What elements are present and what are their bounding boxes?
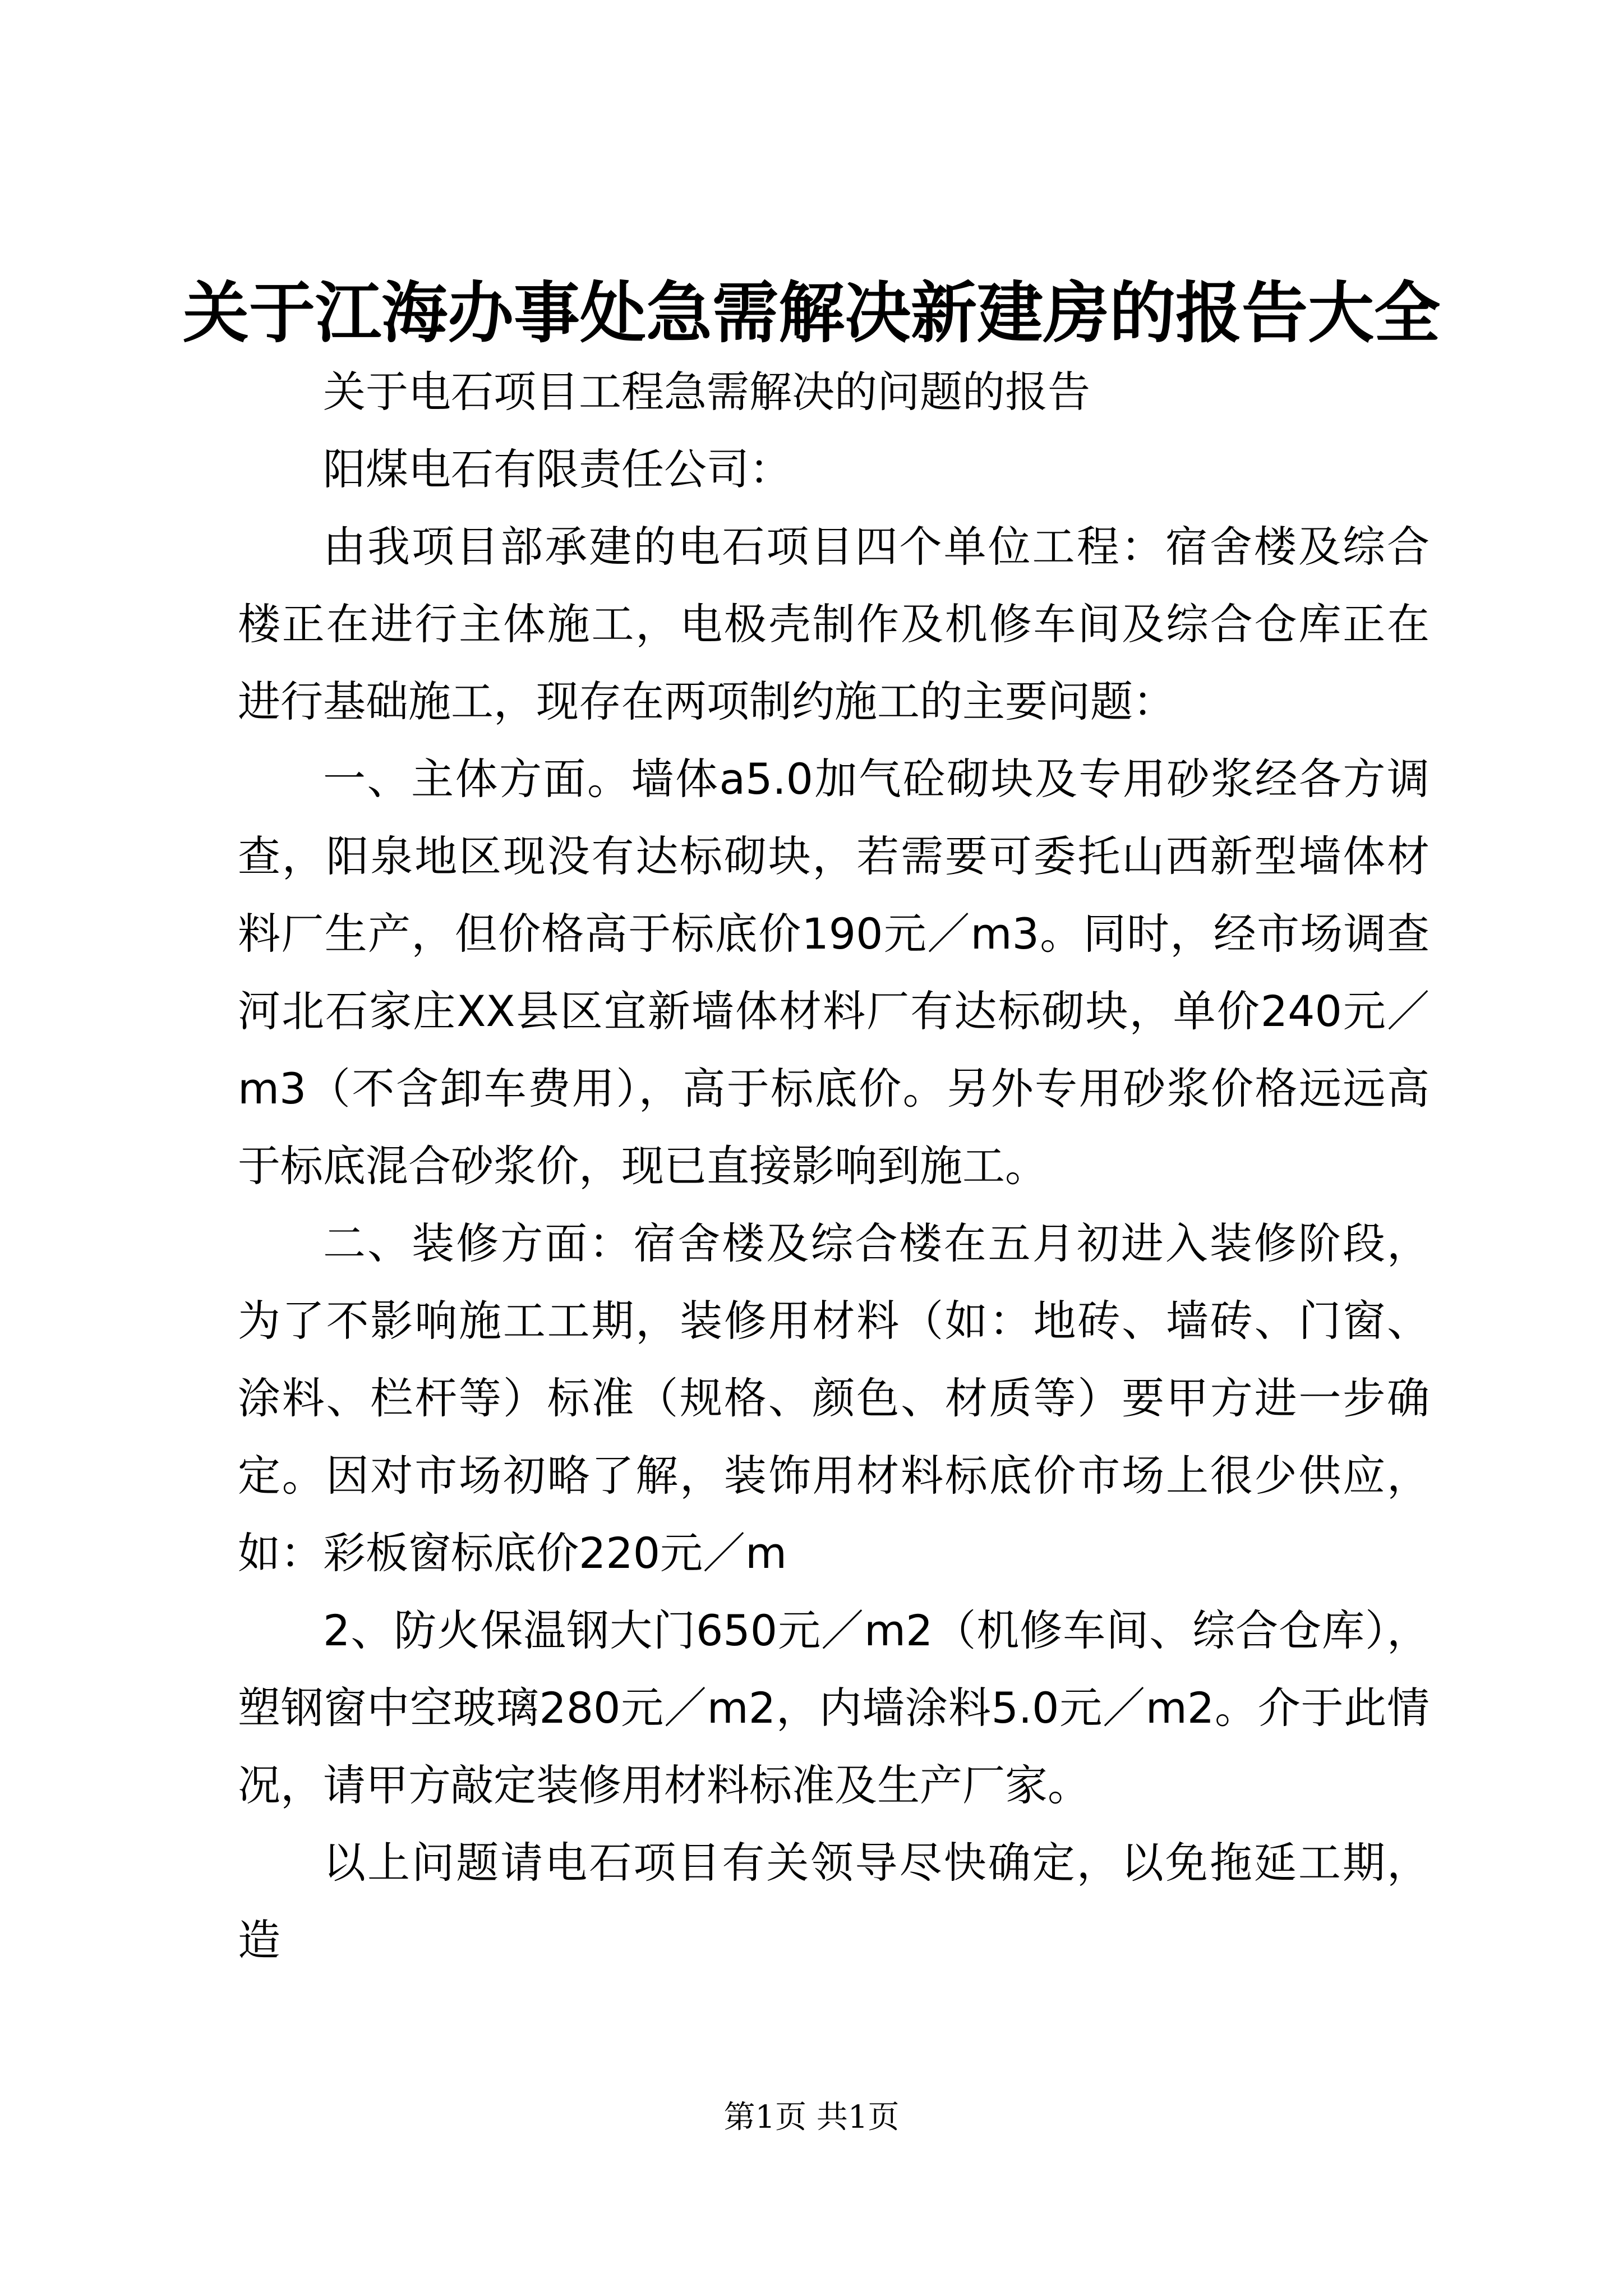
- document-title: 关于江海办事处急需解决新建房的报告大全: [182, 274, 1440, 352]
- paragraph-prices: 2、防火保温钢大门650元／m2（机修车间、综合仓库），塑钢窗中空玻璃280元／m2，内墙涂料5.0元／m2。介于此情况，请甲方敲定装修用材料标准及生产厂家。: [238, 1605, 1430, 1810]
- paragraph-main-structure: 一、主体方面。墙体a5.0加气砼砌块及专用砂浆经各方调查，阳泉地区现没有达标砌块，若需要可委托山西新型墙体材料厂生产，但价格高于标底价190元／m3。同时，经市场调查河北石家庄XX县区宜新墙体材料厂有达标砌块，单价240元／m3（不含卸车费用），高于标底价。另外专用砂浆价格远远高于标底混合砂浆价，现已直接影响到施工。: [238, 754, 1430, 1191]
- report-subtitle: 关于电石项目工程急需解决的问题的报告: [323, 367, 1090, 417]
- paragraph-decoration: 二、装修方面：宿舍楼及综合楼在五月初进入装修阶段，为了不影响施工工期，装修用材料（如：地砖、墙砖、门窗、涂料、栏杆等）标准（规格、颜色、材质等）要甲方进一步确定。因对市场初略了解，装饰用材料标底价市场上很少供应，如：彩板窗标底价220元／m: [238, 1218, 1430, 1578]
- page-number: 第1页 共1页: [723, 2099, 900, 2136]
- addressee: 阳煤电石有限责任公司：: [323, 444, 792, 494]
- document-body: [238, 353, 1430, 1979]
- paragraph-intro: 由我项目部承建的电石项目四个单位工程：宿舍楼及综合楼正在进行主体施工，电极壳制作及机修车间及综合仓库正在进行基础施工，现存在两项制约施工的主要问题：: [238, 522, 1430, 726]
- paragraph-closing: 以上问题请电石项目有关领导尽快确定，以免拖延工期，造: [238, 1838, 1430, 1965]
